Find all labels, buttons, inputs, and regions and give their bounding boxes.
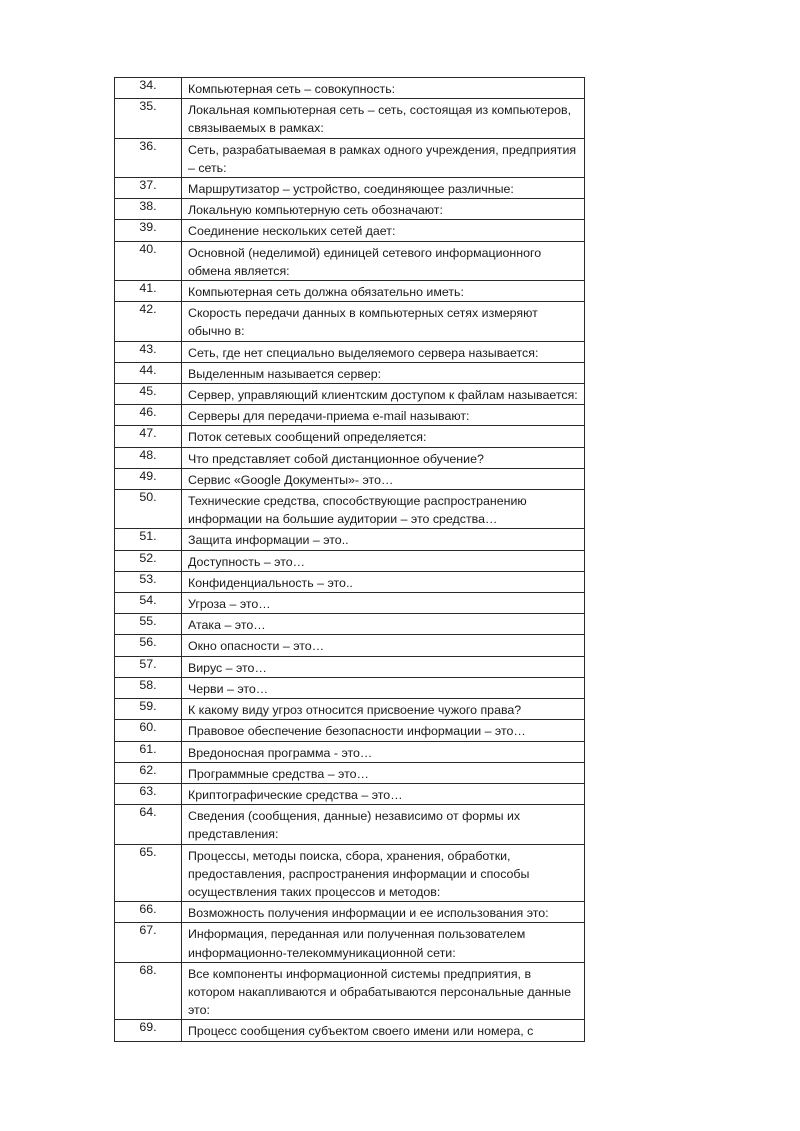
question-text: Сеть, разрабатываемая в рамках одного учреждения, предприятия – сеть: xyxy=(182,138,585,177)
question-number-text: 63. xyxy=(139,783,157,798)
question-text: Вредоносная программа - это… xyxy=(182,741,585,762)
question-number xyxy=(115,741,182,762)
question-number-text: 44. xyxy=(139,362,157,377)
question-number-text: 55. xyxy=(139,614,157,629)
table-row xyxy=(115,593,585,614)
question-number-text: 42. xyxy=(139,302,157,317)
table-row xyxy=(115,302,585,341)
question-text: Окно опасности – это… xyxy=(182,635,585,656)
question-number-text: 67. xyxy=(139,923,157,938)
question-number-text: 59. xyxy=(139,699,157,714)
question-number xyxy=(115,902,182,923)
question-number-text: 41. xyxy=(139,281,157,296)
question-number xyxy=(115,805,182,844)
question-number-text: 49. xyxy=(139,468,157,483)
table-row xyxy=(115,78,585,99)
question-text: Основной (неделимой) единицей сетевого информационного обмена является: xyxy=(182,241,585,280)
question-number xyxy=(115,783,182,804)
question-number xyxy=(115,635,182,656)
question-number xyxy=(115,656,182,677)
question-number-text: 60. xyxy=(139,720,157,735)
table-row xyxy=(115,468,585,489)
question-number-text: 47. xyxy=(139,426,157,441)
table-row xyxy=(115,426,585,447)
question-text: Выделенным называется сервер: xyxy=(182,362,585,383)
question-number-text: 46. xyxy=(139,405,157,420)
question-number xyxy=(115,614,182,635)
question-text: Локальную компьютерную сеть обозначают: xyxy=(182,199,585,220)
question-text: Маршрутизатор – устройство, соединяющее различные: xyxy=(182,178,585,199)
question-text: Процесс сообщения субъектом своего имени или номера, с xyxy=(182,1020,585,1041)
question-number xyxy=(115,550,182,571)
question-number-text: 56. xyxy=(139,635,157,650)
table-row xyxy=(115,741,585,762)
question-number xyxy=(115,762,182,783)
table-row xyxy=(115,614,585,635)
table-row xyxy=(115,783,585,804)
question-text: Компьютерная сеть – совокупность: xyxy=(182,78,585,99)
question-text: К какому виду угроз относится присвоение чужого права? xyxy=(182,699,585,720)
question-number-text: 61. xyxy=(139,741,157,756)
question-number xyxy=(115,490,182,529)
table-row xyxy=(115,241,585,280)
table-row xyxy=(115,677,585,698)
question-text: Соединение нескольких сетей дает: xyxy=(182,220,585,241)
question-number xyxy=(115,362,182,383)
question-number-text: 36. xyxy=(139,138,157,153)
question-number xyxy=(115,699,182,720)
question-number xyxy=(115,447,182,468)
table-row xyxy=(115,720,585,741)
table-row xyxy=(115,220,585,241)
table-row xyxy=(115,529,585,550)
question-text: Все компоненты информационной системы предприятия, в котором накапливаются и обрабатываются персональные данные это: xyxy=(182,962,585,1020)
question-number-text: 38. xyxy=(139,199,157,214)
table-row xyxy=(115,656,585,677)
question-text: Сервер, управляющий клиентским доступом к файлам называется: xyxy=(182,384,585,405)
question-number-text: 64. xyxy=(139,805,157,820)
question-number-text: 48. xyxy=(139,447,157,462)
question-number-text: 39. xyxy=(139,220,157,235)
table-row xyxy=(115,635,585,656)
question-number-text: 34. xyxy=(139,78,157,92)
questions-table-body xyxy=(115,78,585,1042)
table-row xyxy=(115,762,585,783)
question-number xyxy=(115,593,182,614)
question-text: Угроза – это… xyxy=(182,593,585,614)
table-row xyxy=(115,805,585,844)
question-text: Защита информации – это.. xyxy=(182,529,585,550)
question-text: Сведения (сообщения, данные) независимо от формы их представления: xyxy=(182,805,585,844)
question-number-text: 68. xyxy=(139,962,157,977)
question-text: Технические средства, способствующие распространению информации на большие аудитории – это средства… xyxy=(182,490,585,529)
question-number xyxy=(115,341,182,362)
table-row xyxy=(115,405,585,426)
question-text: Доступность – это… xyxy=(182,550,585,571)
table-row xyxy=(115,962,585,1020)
question-number xyxy=(115,468,182,489)
question-number-text: 54. xyxy=(139,593,157,608)
question-number-text: 37. xyxy=(139,178,157,193)
question-text: Локальная компьютерная сеть – сеть, состоящая из компьютеров, связываемых в рамках: xyxy=(182,99,585,138)
question-number xyxy=(115,677,182,698)
question-number xyxy=(115,78,182,99)
table-row xyxy=(115,902,585,923)
question-number-text: 35. xyxy=(139,99,157,114)
table-row xyxy=(115,447,585,468)
question-text: Сеть, где нет специально выделяемого сервера называется: xyxy=(182,341,585,362)
table-row xyxy=(115,138,585,177)
table-row xyxy=(115,178,585,199)
question-text: Скорость передачи данных в компьютерных сетях измеряют обычно в: xyxy=(182,302,585,341)
question-number xyxy=(115,99,182,138)
question-text: Программные средства – это… xyxy=(182,762,585,783)
question-text: Поток сетевых сообщений определяется: xyxy=(182,426,585,447)
question-number xyxy=(115,178,182,199)
question-text: Информация, переданная или полученная пользователем информационно-телекоммуникационной сети: xyxy=(182,923,585,962)
table-row xyxy=(115,384,585,405)
question-number-text: 40. xyxy=(139,241,157,256)
table-row xyxy=(115,362,585,383)
question-text: Процессы, методы поиска, сбора, хранения, обработки, предоставления, распространения информации и способы осуществления таких процессов и методов: xyxy=(182,844,585,902)
question-number-text: 69. xyxy=(139,1020,157,1035)
question-text: Вирус – это… xyxy=(182,656,585,677)
question-number xyxy=(115,923,182,962)
question-number xyxy=(115,426,182,447)
question-number-text: 43. xyxy=(139,341,157,356)
question-number xyxy=(115,281,182,302)
question-text: Конфиденциальность – это.. xyxy=(182,571,585,592)
question-number xyxy=(115,962,182,1020)
question-number xyxy=(115,220,182,241)
question-number xyxy=(115,302,182,341)
table-row xyxy=(115,844,585,902)
question-number-text: 66. xyxy=(139,902,157,917)
question-number xyxy=(115,241,182,280)
question-text: Серверы для передачи-приема e-mail называют: xyxy=(182,405,585,426)
table-row xyxy=(115,281,585,302)
question-number-text: 51. xyxy=(139,529,157,544)
question-number xyxy=(115,138,182,177)
table-row xyxy=(115,341,585,362)
question-number xyxy=(115,571,182,592)
question-text: Криптографические средства – это… xyxy=(182,783,585,804)
question-text: Компьютерная сеть должна обязательно иметь: xyxy=(182,281,585,302)
question-number-text: 58. xyxy=(139,677,157,692)
question-number xyxy=(115,384,182,405)
table-row xyxy=(115,550,585,571)
question-number-text: 57. xyxy=(139,656,157,671)
question-number-text: 45. xyxy=(139,384,157,399)
question-number-text: 53. xyxy=(139,571,157,586)
question-number-text: 62. xyxy=(139,762,157,777)
question-number xyxy=(115,405,182,426)
table-row xyxy=(115,99,585,138)
question-number xyxy=(115,720,182,741)
question-number-text: 50. xyxy=(139,490,157,505)
table-row xyxy=(115,1020,585,1041)
question-text: Возможность получения информации и ее использования это: xyxy=(182,902,585,923)
question-text: Сервис «Google Документы»- это… xyxy=(182,468,585,489)
table-row xyxy=(115,490,585,529)
question-text: Что представляет собой дистанционное обучение? xyxy=(182,447,585,468)
table-row xyxy=(115,699,585,720)
questions-table xyxy=(114,77,585,1042)
table-row xyxy=(115,571,585,592)
question-text: Правовое обеспечение безопасности информации – это… xyxy=(182,720,585,741)
question-text: Черви – это… xyxy=(182,677,585,698)
question-number-text: 65. xyxy=(139,844,157,859)
question-number xyxy=(115,844,182,902)
question-number xyxy=(115,199,182,220)
question-number xyxy=(115,529,182,550)
question-number xyxy=(115,1020,182,1041)
question-text: Атака – это… xyxy=(182,614,585,635)
table-row xyxy=(115,199,585,220)
table-row xyxy=(115,923,585,962)
question-number-text: 52. xyxy=(139,550,157,565)
